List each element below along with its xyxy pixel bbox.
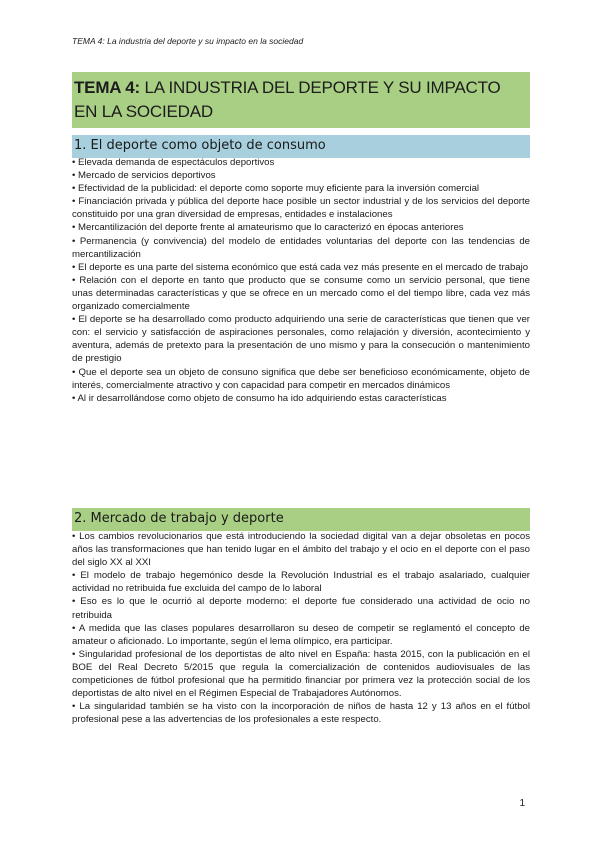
list-item: • Que el deporte sea un objeto de consuno significa que debe ser beneficioso económicamente, objeto de interés, comercialmente atractivo y con capacidad para competir en mercados dinámicos [72,366,530,391]
list-item: • La singularidad también se ha visto con la incorporación de niños de hasta 12 y 13 años en el fútbol profesional pese a las advertencias de los profesionales a este respecto. [72,701,530,726]
list-item: • Los cambios revolucionarios que está introduciendo la sociedad digital van a dejar obsoletas en pocos años las transformaciones que han tenido lugar en el ámbito del trabajo y el ocio en el deporte con el paso del siglo XX al XXI [72,531,530,569]
page-number: 1 [519,798,525,809]
title-text: LA INDUSTRIA DEL DEPORTE Y SU IMPACTO EN LA SOCIEDAD [74,78,501,121]
list-item: • Mercado de servicios deportivos [72,170,216,182]
list-item: • Al ir desarrollándose como objeto de consumo ha ido adquiriendo estas características [72,392,447,404]
list-item: • Permanencia (y convivencia) del modelo de entidades voluntarias del deporte con las tendencias de mercantilización [72,235,530,260]
list-item: • Relación con el deporte en tanto que producto que se consume como un servicio personal, que tiene unas determinadas características y que se ofrece en un mercado como el del tiempo libre, cada vez más organizado comercialmente [72,274,530,313]
section-heading-mercado-trabajo: 2. Mercado de trabajo y deporte [72,508,530,531]
list-item: • Efectividad de la publicidad: el deporte como soporte muy eficiente para la inversión comercial [72,183,480,195]
list-item: • El modelo de trabajo hegemónico desde la Revolución Industrial es el trabajo asalariado, cualquier actividad no retribuida fue excluida del campo de lo laboral [72,570,530,595]
list-item: • El deporte es una parte del sistema económico que está cada vez más presente en el mercado de trabajo [72,261,529,273]
list-item: • Eso es lo que le ocurrió al deporte moderno: el deporte fue considerado una actividad de ocio no retribuida [72,596,530,621]
list-item: • Mercantilización del deporte frente al amateurismo que lo caracterizó en épocas anteriores [72,222,464,234]
bullet-list-consumo [72,156,530,405]
document-title [72,72,530,128]
list-item: • Elevada demanda de espectáculos deportivos [72,157,275,168]
list-item: • El deporte se ha desarrollado como producto adquiriendo una serie de características que tienen que ver con: el servicio y satisfacción de aspiraciones personales, como relajación y diversión, acontecimiento y aventura, además de pretexto para la presentación de uno mismo y para la consecución o mantenimiento de prestigio [72,314,530,365]
list-item: • Singularidad profesional de los deportistas de alto nivel en España: hasta 2015, con la publicación en el BOE del Real Decreto 5/2015 que regula la comercialización de contenidos audiovisuales de las competiciones de fútbol profesional que ha permitido financiar por primera vez la protección social de los deportistas de alto nivel en el Régimen Especial de Trabajadores Autónomos. [72,648,530,700]
list-item: • A medida que las clases populares desarrollaron su deseo de competir se reglamentó el concepto de amateur o aficionado. Lo importante, según el lema olímpico, era participar. [72,622,530,647]
bullet-list-mercado-trabajo [72,530,530,726]
list-item: • Financiación privada y pública del deporte hace posible un sector industrial y de los servicios del deporte constituido por una gran diversidad de empresas, entidades e instalaciones [72,196,530,221]
running-header: TEMA 4: La industria del deporte y su impacto en la sociedad [72,36,304,46]
section-heading-consumo: 1. El deporte como objeto de consumo [72,135,530,158]
title-prefix: TEMA 4: [74,78,140,97]
